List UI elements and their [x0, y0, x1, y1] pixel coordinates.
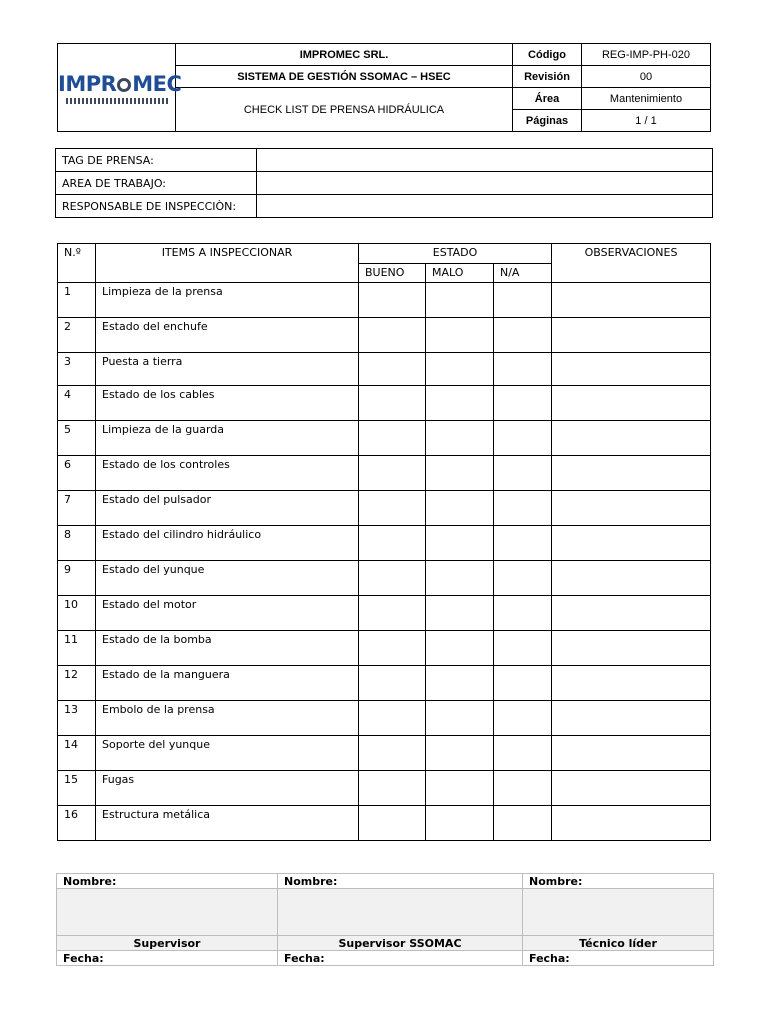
- logo-text-right: MEC: [132, 71, 182, 96]
- row-number: 8: [58, 526, 96, 561]
- row-check-malo[interactable]: [426, 666, 494, 701]
- row-number: 16: [58, 806, 96, 841]
- row-number: 14: [58, 736, 96, 771]
- col-header-items: ITEMS A INSPECCIONAR: [96, 244, 359, 283]
- meta-value-area: Mantenimiento: [582, 88, 711, 110]
- col-header-malo: MALO: [426, 264, 494, 283]
- meta-label-revision: Revisión: [513, 66, 582, 88]
- meta-value-paginas: 1 / 1: [582, 110, 711, 132]
- row-check-na[interactable]: [494, 526, 552, 561]
- row-check-na[interactable]: [494, 318, 552, 353]
- row-observaciones[interactable]: [552, 491, 711, 526]
- company-name: IMPROMEC SRL.: [176, 44, 513, 66]
- row-observaciones[interactable]: [552, 631, 711, 666]
- row-observaciones[interactable]: [552, 771, 711, 806]
- info-label-tag: TAG DE PRENSA:: [56, 149, 257, 172]
- meta-value-revision: 00: [582, 66, 711, 88]
- row-number: 4: [58, 386, 96, 421]
- info-value-area[interactable]: [257, 172, 713, 195]
- row-check-malo[interactable]: [426, 736, 494, 771]
- row-check-malo[interactable]: [426, 631, 494, 666]
- row-check-malo[interactable]: [426, 421, 494, 456]
- row-check-na[interactable]: [494, 491, 552, 526]
- row-check-na[interactable]: [494, 596, 552, 631]
- row-check-na[interactable]: [494, 771, 552, 806]
- row-check-na[interactable]: [494, 421, 552, 456]
- row-check-na[interactable]: [494, 701, 552, 736]
- signature-box-supervisor[interactable]: [57, 889, 278, 936]
- signature-date-label-ssomac: Fecha:: [278, 951, 523, 966]
- checklist-rows: [58, 283, 711, 841]
- row-check-malo[interactable]: [426, 526, 494, 561]
- row-number: 1: [58, 283, 96, 318]
- row-number: 10: [58, 596, 96, 631]
- col-header-observaciones: OBSERVACIONES: [552, 244, 711, 283]
- meta-label-paginas: Páginas: [513, 110, 582, 132]
- row-check-bueno[interactable]: [359, 491, 426, 526]
- row-number: 7: [58, 491, 96, 526]
- info-value-tag[interactable]: [257, 149, 713, 172]
- meta-label-codigo: Código: [513, 44, 582, 66]
- checklist-row: [58, 421, 711, 456]
- inspection-info-table: [55, 148, 713, 218]
- row-number: 12: [58, 666, 96, 701]
- checklist-row: [58, 526, 711, 561]
- row-item-label: Estado del cilindro hidráulico: [96, 526, 359, 561]
- checklist-row: [58, 561, 711, 596]
- checklist-row: [58, 491, 711, 526]
- row-number: 11: [58, 631, 96, 666]
- row-check-bueno[interactable]: [359, 386, 426, 421]
- row-item-label: Soporte del yunque: [96, 736, 359, 771]
- row-check-na[interactable]: [494, 386, 552, 421]
- info-value-responsable[interactable]: [257, 195, 713, 218]
- row-check-bueno[interactable]: [359, 806, 426, 841]
- row-observaciones[interactable]: [552, 283, 711, 318]
- row-check-bueno[interactable]: [359, 631, 426, 666]
- checklist-row: [58, 701, 711, 736]
- row-item-label: Estado del yunque: [96, 561, 359, 596]
- row-number: 2: [58, 318, 96, 353]
- row-observaciones[interactable]: [552, 318, 711, 353]
- signature-name-label-supervisor: Nombre:: [57, 874, 278, 889]
- checklist-row: [58, 666, 711, 701]
- checklist-table: [57, 243, 711, 841]
- row-number: 15: [58, 771, 96, 806]
- info-label-responsable: RESPONSABLE DE INSPECCIÒN:: [56, 195, 257, 218]
- logo-gear-strip: [66, 98, 168, 104]
- row-check-bueno[interactable]: [359, 736, 426, 771]
- signature-name-label-tecnico: Nombre:: [523, 874, 714, 889]
- row-item-label: Limpieza de la prensa: [96, 283, 359, 318]
- row-item-label: Estado del enchufe: [96, 318, 359, 353]
- row-item-label: Puesta a tierra: [96, 353, 359, 386]
- col-header-na: N/A: [494, 264, 552, 283]
- logo-text-left: IMPR: [58, 71, 117, 96]
- checklist-row: [58, 386, 711, 421]
- row-check-na[interactable]: [494, 666, 552, 701]
- management-system: SISTEMA DE GESTIÓN SSOMAC – HSEC: [176, 66, 513, 88]
- row-check-malo[interactable]: [426, 491, 494, 526]
- checklist-row: [58, 318, 711, 353]
- row-check-bueno[interactable]: [359, 421, 426, 456]
- row-observaciones[interactable]: [552, 386, 711, 421]
- row-number: 3: [58, 353, 96, 386]
- meta-value-codigo: REG-IMP-PH-020: [582, 44, 711, 66]
- row-check-malo[interactable]: [426, 318, 494, 353]
- signature-table: [56, 873, 714, 966]
- signature-box-ssomac[interactable]: [278, 889, 523, 936]
- info-label-area: AREA DE TRABAJO:: [56, 172, 257, 195]
- row-item-label: Estado de la bomba: [96, 631, 359, 666]
- row-check-na[interactable]: [494, 736, 552, 771]
- signature-role-tecnico: Técnico líder: [523, 936, 714, 951]
- signature-date-label-tecnico: Fecha:: [523, 951, 714, 966]
- row-check-malo[interactable]: [426, 771, 494, 806]
- row-observaciones[interactable]: [552, 666, 711, 701]
- row-check-malo[interactable]: [426, 386, 494, 421]
- row-number: 13: [58, 701, 96, 736]
- row-number: 5: [58, 421, 96, 456]
- meta-label-area: Área: [513, 88, 582, 110]
- row-item-label: Estructura metálica: [96, 806, 359, 841]
- col-header-estado: ESTADO: [359, 244, 552, 264]
- row-check-malo[interactable]: [426, 283, 494, 318]
- gear-icon: [117, 78, 131, 92]
- row-item-label: Fugas: [96, 771, 359, 806]
- row-check-malo[interactable]: [426, 561, 494, 596]
- row-check-na[interactable]: [494, 283, 552, 318]
- row-item-label: Estado de los controles: [96, 456, 359, 491]
- col-header-num: N.º: [58, 244, 96, 283]
- row-item-label: Embolo de la prensa: [96, 701, 359, 736]
- checklist-row: [58, 771, 711, 806]
- row-observaciones[interactable]: [552, 736, 711, 771]
- checklist-row: [58, 283, 711, 318]
- col-header-bueno: BUENO: [359, 264, 426, 283]
- row-check-bueno[interactable]: [359, 596, 426, 631]
- row-observaciones[interactable]: [552, 353, 711, 386]
- row-check-bueno[interactable]: [359, 771, 426, 806]
- checklist-row: [58, 631, 711, 666]
- signature-name-label-ssomac: Nombre:: [278, 874, 523, 889]
- row-observaciones[interactable]: [552, 561, 711, 596]
- checklist-row: [58, 596, 711, 631]
- row-observaciones[interactable]: [552, 701, 711, 736]
- checklist-row: [58, 736, 711, 771]
- row-item-label: Limpieza de la guarda: [96, 421, 359, 456]
- row-item-label: Estado de los cables: [96, 386, 359, 421]
- row-check-bueno[interactable]: [359, 561, 426, 596]
- checklist-row: [58, 806, 711, 841]
- row-check-na[interactable]: [494, 806, 552, 841]
- signature-box-tecnico[interactable]: [523, 889, 714, 936]
- row-check-na[interactable]: [494, 631, 552, 666]
- row-observaciones[interactable]: [552, 456, 711, 491]
- row-number: 6: [58, 456, 96, 491]
- row-observaciones[interactable]: [552, 421, 711, 456]
- row-item-label: Estado del motor: [96, 596, 359, 631]
- row-check-bueno[interactable]: [359, 701, 426, 736]
- row-check-malo[interactable]: [426, 353, 494, 386]
- row-item-label: Estado del pulsador: [96, 491, 359, 526]
- row-observaciones[interactable]: [552, 526, 711, 561]
- row-check-malo[interactable]: [426, 596, 494, 631]
- row-observaciones[interactable]: [552, 596, 711, 631]
- row-check-na[interactable]: [494, 353, 552, 386]
- row-check-bueno[interactable]: [359, 318, 426, 353]
- document-title: CHECK LIST DE PRENSA HIDRÁULICA: [176, 88, 513, 132]
- checklist-row: [58, 353, 711, 386]
- row-check-bueno[interactable]: [359, 353, 426, 386]
- row-check-bueno[interactable]: [359, 526, 426, 561]
- row-item-label: Estado de la manguera: [96, 666, 359, 701]
- row-check-malo[interactable]: [426, 806, 494, 841]
- row-observaciones[interactable]: [552, 806, 711, 841]
- signature-role-supervisor: Supervisor: [57, 936, 278, 951]
- signature-date-label-supervisor: Fecha:: [57, 951, 278, 966]
- document-header: [57, 43, 711, 132]
- row-check-malo[interactable]: [426, 456, 494, 491]
- row-check-bueno[interactable]: [359, 456, 426, 491]
- company-logo: [58, 44, 182, 132]
- signature-role-ssomac: Supervisor SSOMAC: [278, 936, 523, 951]
- row-check-bueno[interactable]: [359, 283, 426, 318]
- row-check-na[interactable]: [494, 561, 552, 596]
- row-check-malo[interactable]: [426, 701, 494, 736]
- checklist-row: [58, 456, 711, 491]
- row-check-na[interactable]: [494, 456, 552, 491]
- row-check-bueno[interactable]: [359, 666, 426, 701]
- row-number: 9: [58, 561, 96, 596]
